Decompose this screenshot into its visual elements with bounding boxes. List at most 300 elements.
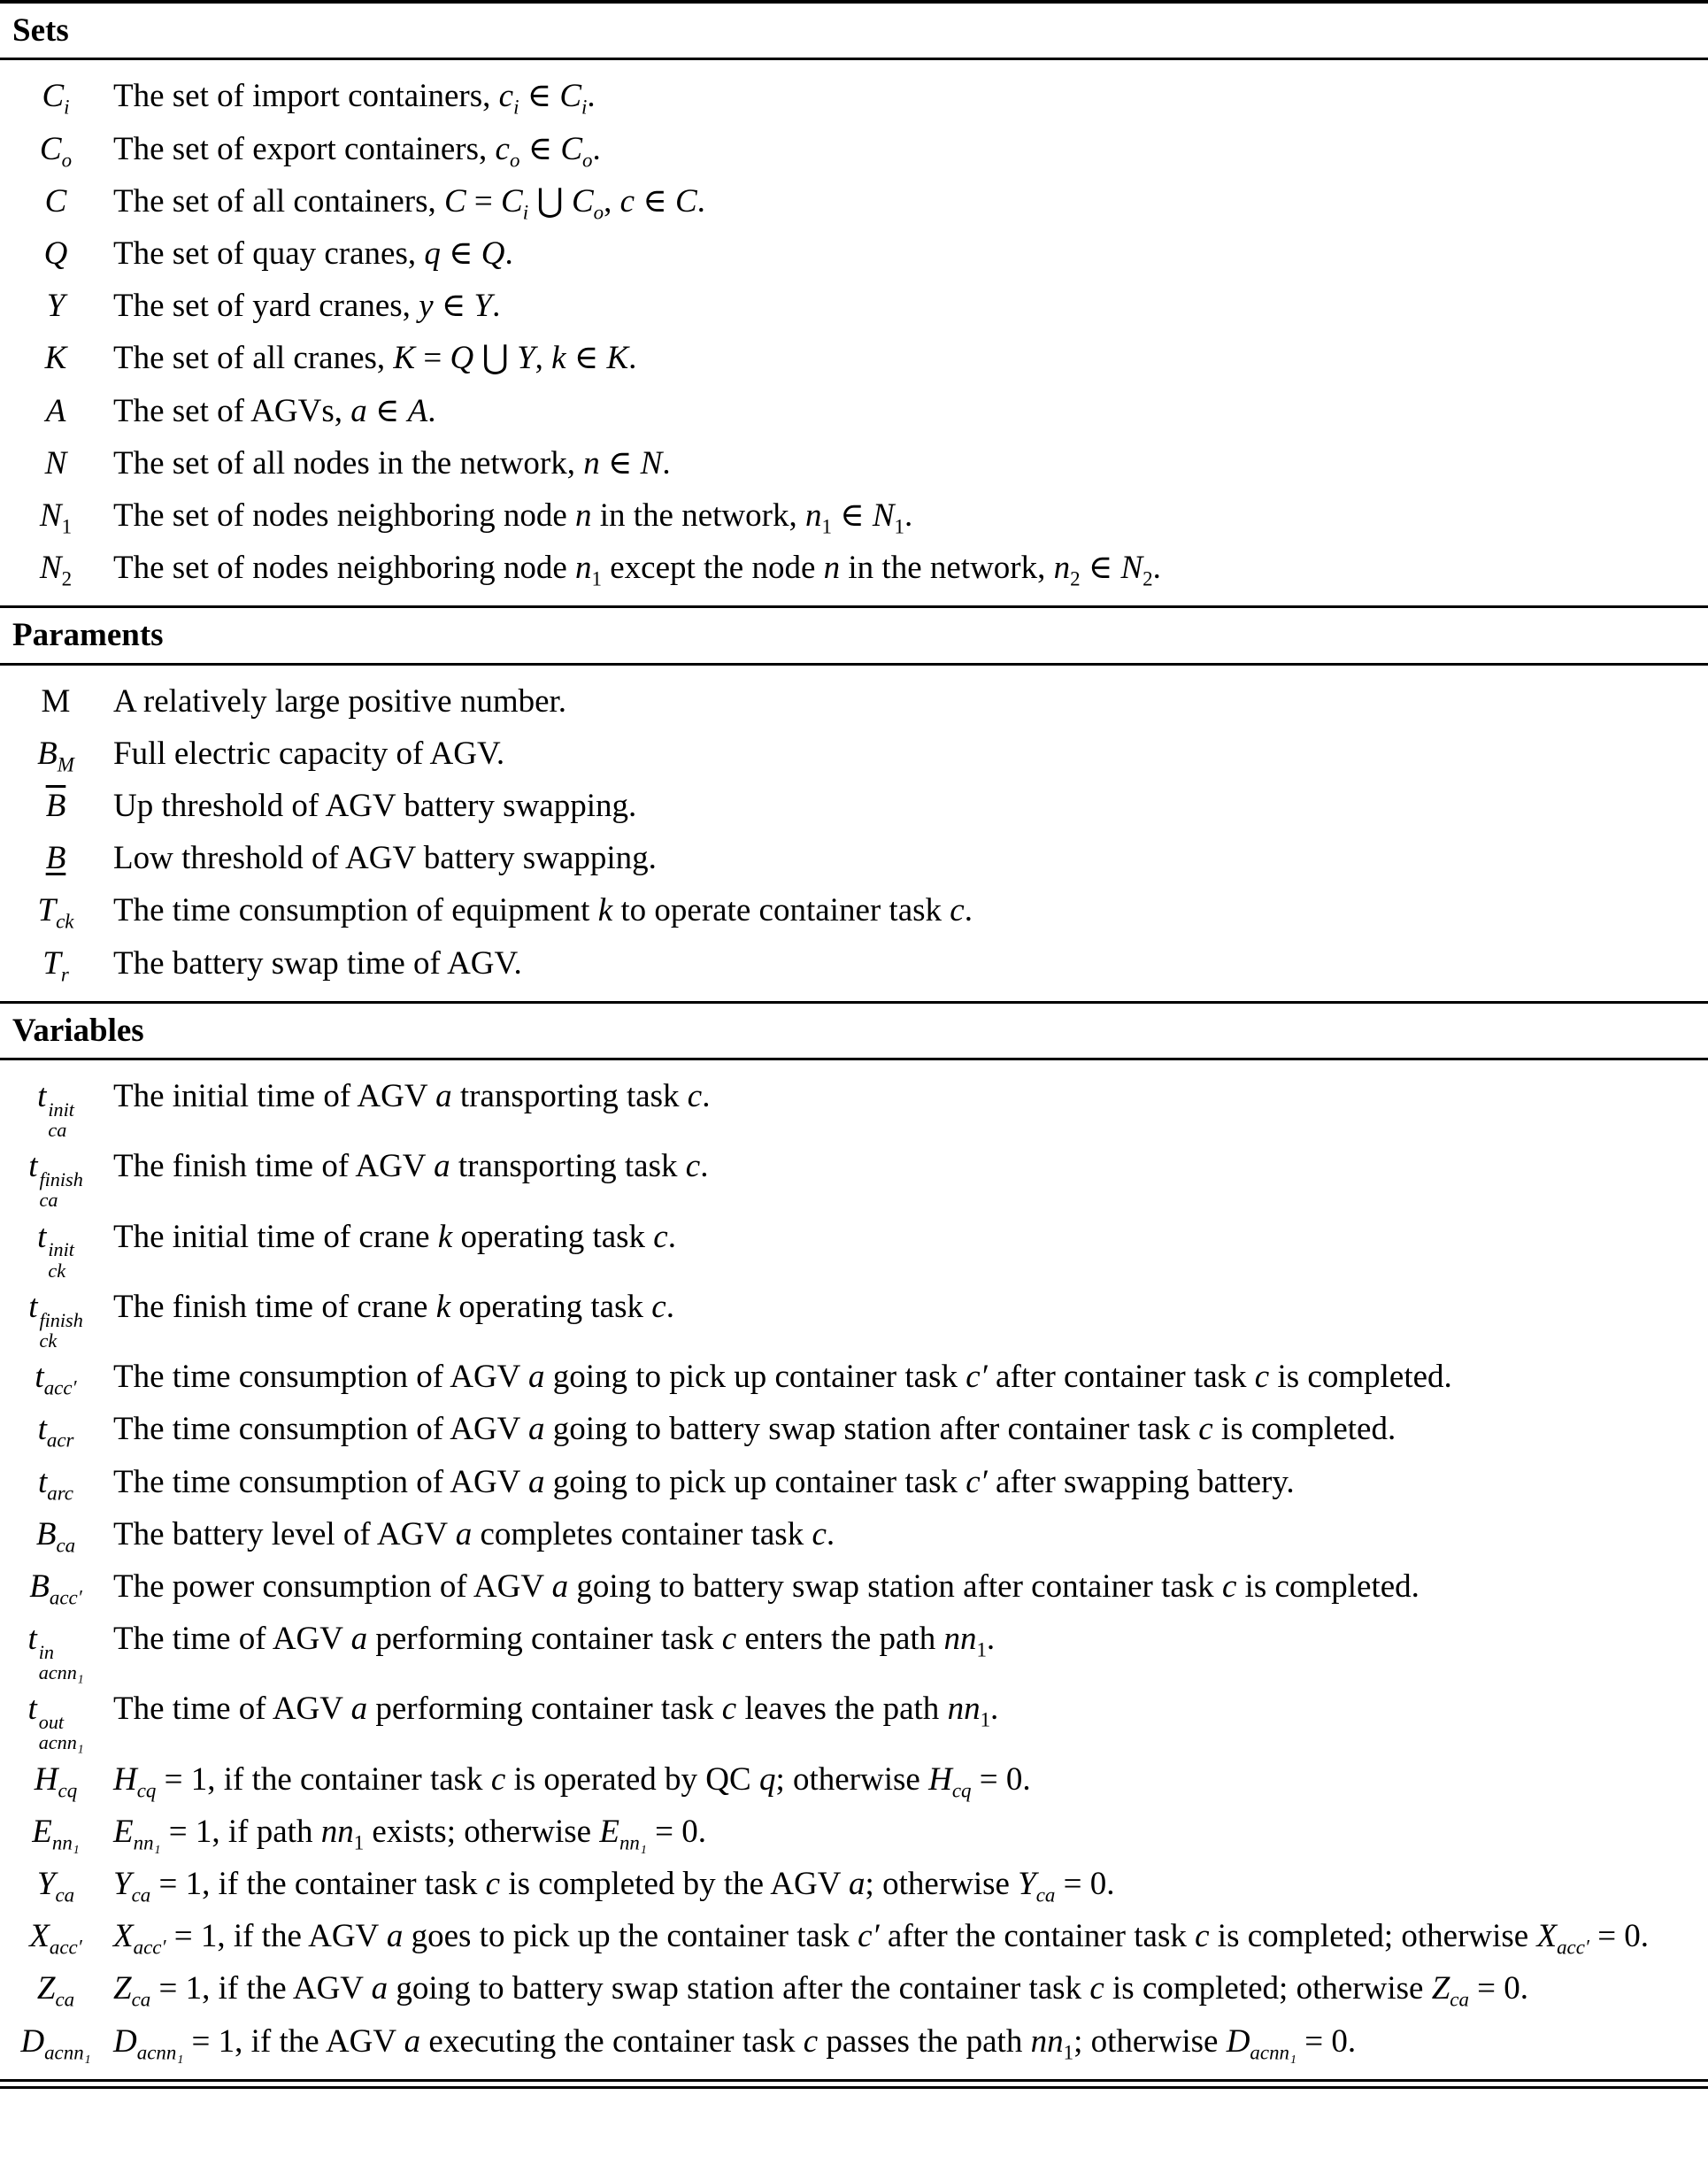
math-run: c — [1221, 1568, 1237, 1605]
math-run: a — [435, 1078, 452, 1115]
math-run: Y — [473, 288, 493, 325]
text-run: = 1, if the container task — [150, 1866, 486, 1903]
math-run: c — [812, 1515, 827, 1552]
symbol-subscript: nn₁ — [51, 1831, 80, 1854]
text-run: after the container task — [879, 1918, 1196, 1955]
description-cell — [113, 1910, 1694, 1962]
symbol-base: Y — [46, 288, 65, 325]
math-run: Z — [113, 1970, 132, 2007]
symbol-base: t — [35, 1359, 44, 1396]
text-run: The finish time of crane — [113, 1288, 436, 1325]
text-run: The set of all cranes, — [113, 340, 394, 377]
text-run: The time consumption of AGV — [113, 1411, 528, 1448]
symbol-base: N — [39, 550, 62, 587]
text-run: ∈ — [831, 497, 873, 534]
math-run: n — [575, 497, 592, 534]
text-run: ∈ — [599, 444, 641, 481]
symbol-subscript: acc′ — [49, 1936, 82, 1959]
math-run: n — [823, 550, 841, 587]
math-run: c — [498, 78, 514, 115]
math-run: y — [419, 288, 434, 325]
symbol-cell — [0, 385, 113, 437]
text-run: , — [604, 182, 620, 220]
symbol-base: t — [28, 1148, 38, 1185]
symbol-subscript: M — [57, 753, 74, 776]
text-run: . — [904, 497, 913, 534]
math-run: 1 — [1063, 2041, 1074, 2064]
symbol-base: T — [37, 892, 57, 929]
description-cell — [113, 1753, 1694, 1806]
math-run: c — [721, 1621, 737, 1658]
text-run: going to battery swap station after the container task — [388, 1970, 1090, 2007]
math-run: D — [113, 2022, 137, 2060]
math-run: n — [583, 444, 600, 481]
math-run: X — [113, 1918, 134, 1955]
symbol-base: C — [39, 130, 62, 167]
text-run: is operated by QC — [505, 1760, 759, 1798]
math-run: E — [113, 1813, 134, 1850]
symbol-subscript: r — [60, 962, 69, 985]
text-run: enters the path — [736, 1621, 944, 1658]
section-rows — [0, 60, 1708, 605]
symbol-cell — [0, 1070, 113, 1140]
text-run: The time consumption of AGV — [113, 1359, 528, 1396]
math-run: c — [653, 1218, 668, 1255]
text-run: The set of nodes neighboring node — [113, 550, 575, 587]
description-cell — [113, 1211, 1694, 1281]
text-run: going to battery swap station after container task — [544, 1411, 1199, 1448]
symbol-base: H — [34, 1760, 58, 1798]
math-run: K — [393, 340, 416, 377]
symbol-subscript: o — [61, 148, 73, 171]
text-run: The time consumption of AGV — [113, 1463, 528, 1500]
math-run: D — [1226, 2022, 1250, 2060]
text-run: . — [662, 444, 671, 481]
math-run: A — [407, 392, 428, 429]
math-run: c′ — [966, 1359, 988, 1396]
notation-row — [0, 2015, 1708, 2068]
math-run: cq — [136, 1779, 157, 1802]
symbol-cell — [0, 1508, 113, 1560]
symbol-subscript: i — [64, 96, 70, 119]
symbol-scripts-stack — [39, 1169, 82, 1211]
math-run: o — [509, 148, 520, 171]
symbol-base: D — [20, 2022, 45, 2060]
math-run: i — [581, 96, 588, 119]
symbol-base: B — [29, 1568, 50, 1605]
text-run: = — [465, 182, 502, 220]
math-run: a — [350, 1691, 368, 1728]
math-run: C — [443, 182, 466, 220]
symbol-base: t — [37, 1411, 47, 1448]
math-run: a — [455, 1515, 473, 1552]
description-cell — [113, 1140, 1694, 1210]
notation-row — [0, 123, 1708, 175]
text-run: ∈ — [1080, 550, 1121, 587]
text-run: . — [587, 78, 596, 115]
notation-row — [0, 385, 1708, 437]
description-cell — [113, 832, 1694, 884]
text-run: . — [628, 340, 637, 377]
description-cell — [113, 884, 1694, 936]
text-run: The initial time of crane — [113, 1218, 438, 1255]
text-run: ; otherwise — [865, 1866, 1019, 1903]
text-run: The set of AGVs, — [113, 392, 351, 429]
text-run: after swapping battery. — [987, 1463, 1295, 1500]
text-run: The initial time of AGV — [113, 1078, 436, 1115]
symbol-cell — [0, 832, 113, 884]
math-run: ca — [131, 1988, 151, 2011]
symbol-base: Q — [43, 235, 68, 272]
text-run: = — [415, 340, 450, 377]
symbol-subscript: 1 — [61, 515, 73, 538]
symbol-cell — [0, 1806, 113, 1858]
section-sets — [0, 4, 1708, 605]
math-run: a — [371, 1970, 389, 2007]
symbol-superscript: out — [38, 1711, 65, 1734]
text-run: is completed; otherwise — [1209, 1918, 1537, 1955]
text-run: The set of yard cranes, — [113, 288, 419, 325]
text-run: transporting task — [450, 1148, 686, 1185]
description-cell — [113, 1560, 1694, 1613]
math-run: N — [872, 497, 895, 534]
symbol-base: B — [35, 1515, 57, 1552]
notation-row — [0, 332, 1708, 384]
text-run: The time consumption of equipment — [113, 892, 598, 929]
math-run: C — [571, 182, 594, 220]
notation-row — [0, 280, 1708, 332]
section-rows — [0, 1060, 1708, 2079]
text-run: ⋃ — [528, 182, 572, 220]
symbol-subscript: acnn₁ — [38, 1661, 84, 1684]
text-run: transporting task — [451, 1078, 688, 1115]
symbol-cell — [0, 1403, 113, 1455]
math-run: cq — [951, 1779, 972, 1802]
text-run: . — [986, 1621, 996, 1658]
math-run: Y — [1018, 1866, 1036, 1903]
text-run: The set of export containers, — [113, 130, 496, 167]
symbol-base: Z — [36, 1970, 56, 2007]
symbol-cell — [0, 1140, 113, 1210]
symbol-cell — [0, 175, 113, 227]
description-cell — [113, 780, 1694, 832]
text-run: = 1, if the AGV — [150, 1970, 372, 2007]
description-cell — [113, 728, 1694, 780]
description-cell — [113, 542, 1694, 594]
notation-row — [0, 1858, 1708, 1910]
symbol-subscript: ck — [56, 910, 74, 933]
math-run: 2 — [1070, 567, 1081, 590]
text-run: ∈ — [635, 182, 675, 220]
description-cell — [113, 1806, 1694, 1858]
text-run: goes to pick up the container task — [403, 1918, 858, 1955]
text-run: The battery level of AGV — [113, 1515, 456, 1552]
text-run: = 0. — [646, 1813, 706, 1850]
description-cell — [113, 1613, 1694, 1683]
text-run: = 1, if the container task — [156, 1760, 491, 1798]
symbol-cell — [0, 1211, 113, 1281]
math-run: ca — [131, 1883, 151, 1907]
section-title: Variables — [0, 1004, 1708, 1060]
text-run: The finish time of AGV — [113, 1148, 435, 1185]
symbol-cell — [0, 227, 113, 280]
math-run: acnn₁ — [1250, 2041, 1296, 2064]
symbol-scripts-stack — [39, 1712, 84, 1753]
text-run: . — [1152, 550, 1161, 587]
symbol-cell — [0, 2015, 113, 2068]
description-cell — [113, 489, 1694, 542]
text-run: completes container task — [472, 1515, 812, 1552]
math-run: 1 — [980, 1708, 991, 1731]
notation-row — [0, 1962, 1708, 2014]
text-run: . — [492, 288, 501, 325]
notation-row — [0, 832, 1708, 884]
math-run: a — [527, 1359, 545, 1396]
math-run: a — [350, 1621, 368, 1658]
symbol-base: t — [27, 1621, 37, 1658]
math-run: c — [619, 182, 635, 220]
text-run: is completed; otherwise — [1104, 1970, 1432, 2007]
text-run: . — [964, 892, 973, 929]
math-run: 1 — [976, 1638, 987, 1661]
symbol-scripts-stack — [48, 1099, 74, 1141]
notation-table-sections — [0, 4, 1708, 2079]
notation-row — [0, 1753, 1708, 1806]
notation-row — [0, 1281, 1708, 1351]
section-variables — [0, 1001, 1708, 2079]
notation-row — [0, 70, 1708, 122]
description-cell — [113, 2015, 1694, 2068]
math-run: o — [582, 148, 593, 171]
math-run: N — [640, 444, 663, 481]
math-run: Y — [517, 340, 535, 377]
math-run: c — [685, 1148, 701, 1185]
symbol-base: N — [39, 497, 62, 534]
symbol-base: N — [44, 444, 67, 481]
text-run: The set of import containers, — [113, 78, 499, 115]
table-bottom-double-rule — [0, 2079, 1708, 2089]
text-run: operating task — [450, 1288, 652, 1325]
text-run: ∈ — [565, 340, 607, 377]
description-cell — [113, 1858, 1694, 1910]
text-run: going to pick up container task — [544, 1463, 966, 1500]
math-run: a — [434, 1148, 450, 1185]
text-run: = 1, if path — [160, 1813, 321, 1850]
text-run: = 0. — [1296, 2022, 1357, 2060]
symbol-base: t — [37, 1218, 47, 1255]
symbol-cell — [0, 780, 113, 832]
math-run: 1 — [821, 515, 832, 538]
symbol-base: C — [42, 78, 65, 115]
math-run: nn — [1030, 2022, 1064, 2060]
symbol-subscript: arc — [47, 1482, 73, 1504]
symbol-subscript: ca — [39, 1189, 58, 1212]
notation-row — [0, 1456, 1708, 1508]
symbol-cell — [0, 1910, 113, 1962]
math-run: a — [527, 1411, 545, 1448]
symbol-base: C — [44, 182, 67, 220]
symbol-cell — [0, 437, 113, 489]
notation-row — [0, 1560, 1708, 1613]
symbol-superscript: init — [48, 1238, 74, 1261]
notation-row — [0, 1910, 1708, 1962]
text-run: is completed. — [1236, 1568, 1419, 1605]
description-cell — [113, 1962, 1694, 2014]
symbol-scripts-stack — [48, 1239, 74, 1281]
text-run: in the network, — [840, 550, 1054, 587]
text-run: ∈ — [366, 392, 408, 429]
section-title: Sets — [0, 4, 1708, 60]
notation-row — [0, 1351, 1708, 1403]
description-cell — [113, 1403, 1694, 1455]
symbol-subscript: ck — [48, 1259, 66, 1282]
symbol-superscript: in — [38, 1640, 54, 1663]
description-cell — [113, 937, 1694, 990]
math-run: nn — [947, 1691, 981, 1728]
symbol-superscript: finish — [39, 1308, 83, 1331]
math-run: N — [1120, 550, 1143, 587]
symbol-subscript: acr — [46, 1429, 74, 1452]
symbol-subscript: acc′ — [49, 1586, 82, 1609]
description-cell — [113, 1683, 1694, 1752]
notation-row — [0, 1140, 1708, 1210]
symbol-base: T — [42, 944, 61, 982]
text-run: ⋃ — [473, 340, 518, 377]
math-run: E — [599, 1813, 619, 1850]
math-run: 1 — [353, 1831, 365, 1854]
text-run: = 0. — [1589, 1918, 1650, 1955]
section-title: Paraments — [0, 608, 1708, 665]
math-run: k — [597, 892, 613, 929]
text-run: . — [504, 235, 513, 272]
symbol-subscript: cq — [58, 1779, 78, 1802]
math-run: X — [1536, 1918, 1558, 1955]
text-run: except the node — [601, 550, 824, 587]
text-run: performing container task — [367, 1691, 722, 1728]
symbol-cell — [0, 70, 113, 122]
math-run: c — [1254, 1359, 1270, 1396]
math-run: n — [1053, 550, 1071, 587]
text-run: is completed. — [1212, 1411, 1396, 1448]
symbol-cell — [0, 1351, 113, 1403]
text-run: ∈ — [433, 288, 474, 325]
notation-row — [0, 1613, 1708, 1683]
notation-row — [0, 1683, 1708, 1752]
text-run: = 0. — [1468, 1970, 1529, 2007]
symbol-cell — [0, 1683, 113, 1752]
text-run: The set of quay cranes, — [113, 235, 425, 272]
text-run: is completed by the AGV — [500, 1866, 850, 1903]
symbol-cell — [0, 332, 113, 384]
math-run: C — [560, 130, 583, 167]
description-cell — [113, 437, 1694, 489]
math-run: c — [687, 1078, 703, 1115]
math-run: q — [424, 235, 441, 272]
text-run: . — [990, 1691, 999, 1728]
text-run: , — [535, 340, 552, 377]
math-run: k — [551, 340, 566, 377]
description-cell — [113, 227, 1694, 280]
math-run: c — [1198, 1411, 1213, 1448]
math-run: nn — [320, 1813, 354, 1850]
math-run: n — [575, 550, 592, 587]
text-run: ∈ — [519, 78, 560, 115]
text-run: to operate container task — [612, 892, 950, 929]
math-run: C — [559, 78, 582, 115]
math-run: c — [490, 1760, 506, 1798]
text-run: . — [700, 1148, 709, 1185]
description-cell — [113, 675, 1694, 728]
math-run: C — [674, 182, 697, 220]
symbol-cell — [0, 937, 113, 990]
math-run: a — [527, 1463, 545, 1500]
math-run: c — [950, 892, 965, 929]
text-run: ; otherwise — [1073, 2022, 1227, 2060]
text-run: = 0. — [1055, 1866, 1115, 1903]
description-cell — [113, 280, 1694, 332]
math-run: c — [1195, 1918, 1210, 1955]
text-run: passes the path — [818, 2022, 1031, 2060]
symbol-subscript: acnn₁ — [44, 2041, 91, 2064]
description-cell — [113, 123, 1694, 175]
symbol-base: t — [37, 1463, 48, 1500]
text-run: The time of AGV — [113, 1691, 351, 1728]
math-run: c′ — [966, 1463, 988, 1500]
symbol-cell — [0, 489, 113, 542]
symbol-subscript: ca — [48, 1119, 67, 1142]
symbol-base: t — [28, 1288, 38, 1325]
symbol-cell — [0, 542, 113, 594]
text-run: Low threshold of AGV battery swapping. — [113, 840, 657, 877]
math-run: acc′ — [133, 1936, 166, 1959]
text-run: ∈ — [519, 130, 561, 167]
notation-row — [0, 884, 1708, 936]
description-cell — [113, 70, 1694, 122]
text-run: . — [826, 1515, 835, 1552]
text-run: The set of all containers, — [113, 182, 444, 220]
text-run: performing container task — [367, 1621, 722, 1658]
notation-row — [0, 437, 1708, 489]
math-run: k — [435, 1288, 451, 1325]
symbol-scripts-stack — [39, 1642, 84, 1683]
section-paraments — [0, 605, 1708, 1001]
math-run: i — [522, 201, 529, 224]
symbol-cell — [0, 1456, 113, 1508]
description-cell — [113, 1281, 1694, 1351]
text-run: going to battery swap station after container task — [568, 1568, 1222, 1605]
text-run: going to pick up container task — [544, 1359, 966, 1396]
notation-row — [0, 1070, 1708, 1140]
text-run: Full electric capacity of AGV. — [113, 735, 505, 772]
math-run: 1 — [894, 515, 904, 538]
symbol-base: t — [27, 1691, 37, 1728]
symbol-superscript: finish — [39, 1168, 83, 1191]
notation-row — [0, 1403, 1708, 1455]
math-run: a — [386, 1918, 404, 1955]
text-run: The power consumption of AGV — [113, 1568, 552, 1605]
notation-row — [0, 175, 1708, 227]
description-cell — [113, 1456, 1694, 1508]
text-run: in the network, — [591, 497, 805, 534]
symbol-base: E — [32, 1813, 52, 1850]
math-run: a — [404, 2022, 421, 2060]
symbol-cell — [0, 728, 113, 780]
math-run: nn₁ — [133, 1831, 161, 1854]
math-run: c — [721, 1691, 737, 1728]
symbol-base: Y — [36, 1866, 56, 1903]
text-run: The battery swap time of AGV. — [113, 944, 522, 982]
text-run: is completed. — [1269, 1359, 1452, 1396]
